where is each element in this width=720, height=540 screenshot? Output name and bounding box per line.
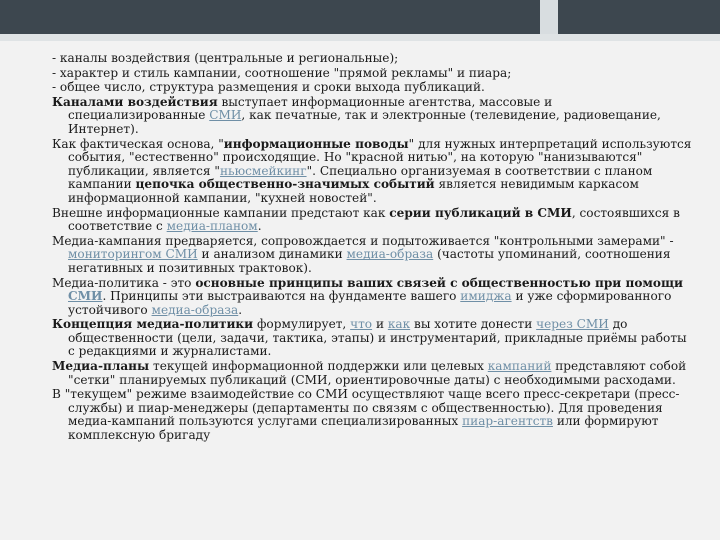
paragraph-channels — [52, 96, 692, 137]
text: Медиа-кампания предваряется, сопровождается и подытоживается "контрольными замерами" - — [52, 233, 674, 248]
text: и анализом динамики — [197, 247, 347, 262]
text: и — [372, 317, 388, 332]
term: информационные поводы — [223, 136, 409, 151]
link-media-plan[interactable]: медиа-планом — [166, 219, 258, 234]
text: " для нужных интерпретаций используются события, "естественно" происходящие. Но "красной нитью", на которую "нанизываются" публикации, является " — [68, 136, 692, 178]
text: Как фактическая основа, " — [52, 136, 224, 151]
link-pr-agencies[interactable]: пиар-агентств — [462, 414, 553, 429]
link-newsmaking[interactable]: ньюсмейкинг — [219, 163, 307, 178]
text: Медиа-политика - это — [52, 275, 196, 290]
text: вы хотите донести — [410, 317, 537, 332]
bullet-count — [52, 81, 692, 95]
paragraph-concept — [52, 318, 692, 359]
link-smi[interactable]: СМИ — [209, 108, 242, 123]
bullet-style — [52, 67, 692, 81]
link-media-image[interactable]: медиа-образа — [346, 247, 434, 262]
text: В "текущем" режиме взаимодействие со СМИ осуществляют чаще всего пресс-секретари (пресс-службы) и пиар-менеджеры (департаменты по связям с общественностью). Для проведения медиа-кампаний пользуются услугами специализированных — [52, 387, 680, 429]
text: . — [257, 219, 262, 234]
slide-body — [52, 52, 692, 444]
text: - общее число, структура размещения и сроки выхода публикаций. — [52, 80, 485, 95]
text: выступает информационные агентства, массовые и специализированные — [68, 94, 553, 123]
term: Каналами воздействия — [52, 94, 218, 109]
text: формулирует, — [253, 317, 351, 332]
text: до общественности (цели, задачи, тактика, этапы) и инструментарий, прикладные приёмы работы с редакциями и журналистами. — [68, 317, 687, 359]
link-how[interactable]: как — [387, 317, 411, 332]
bullet-channels — [52, 52, 692, 66]
text: , состоявшихся в соответствие с — [68, 205, 680, 234]
term: Концепция медиа-политики — [52, 317, 254, 332]
header-band — [0, 34, 720, 41]
text: ". Специально организуемая в соответствии с планом кампании — [68, 163, 653, 192]
text: (частоты упоминаний, соотношения негативных и позитивных трактовок). — [68, 247, 671, 275]
text: является невидимым каркасом информационной кампании, "кухней новостей". — [68, 177, 639, 205]
paragraph-publication-series — [52, 207, 692, 234]
text: представляют собой "сетки" планируемых публикаций (СМИ, ориентировочные даты) с необходимыми расходами. — [68, 359, 687, 387]
paragraph-media-policy — [52, 277, 692, 318]
link-via-smi[interactable]: через СМИ — [536, 317, 609, 332]
link-smi[interactable]: СМИ — [68, 289, 103, 304]
text: - каналы воздействия (центральные и региональные); — [52, 51, 399, 65]
term: цепочка общественно-значимых событий — [135, 177, 435, 192]
text: . Принципы эти выстраиваются на фундаменте вашего — [102, 289, 461, 304]
term: Медиа-планы — [52, 359, 150, 374]
slide-header-bar — [0, 0, 720, 34]
link-campaigns[interactable]: кампаний — [487, 359, 552, 374]
link-image[interactable]: имиджа — [460, 289, 512, 304]
paragraph-media-plans — [52, 360, 692, 387]
text: или формируют комплексную бригаду — [68, 414, 659, 443]
text: текущей информационной поддержки или целевых — [149, 359, 488, 374]
term: основные принципы ваших связей с общественностью при помощи — [195, 275, 684, 290]
paragraph-monitoring — [52, 235, 692, 276]
text: . — [238, 302, 243, 317]
paragraph-info-occasions — [52, 138, 692, 206]
text: - характер и стиль кампании, соотношение "прямой рекламы" и пиара; — [52, 65, 512, 80]
link-media-image[interactable]: медиа-образа — [151, 302, 239, 317]
term: серии публикаций в СМИ — [389, 205, 572, 220]
text: и уже сформированного устойчивого — [68, 289, 672, 317]
link-what[interactable]: что — [350, 317, 373, 332]
text: , как печатные, так и электронные (телевидение, радиовещание, Интернет). — [68, 108, 661, 136]
link-media-monitoring[interactable]: мониторингом СМИ — [68, 247, 198, 262]
paragraph-current-mode — [52, 388, 692, 442]
text: Внешне информационные кампании предстают как — [52, 205, 390, 220]
header-accent-block — [540, 0, 558, 34]
